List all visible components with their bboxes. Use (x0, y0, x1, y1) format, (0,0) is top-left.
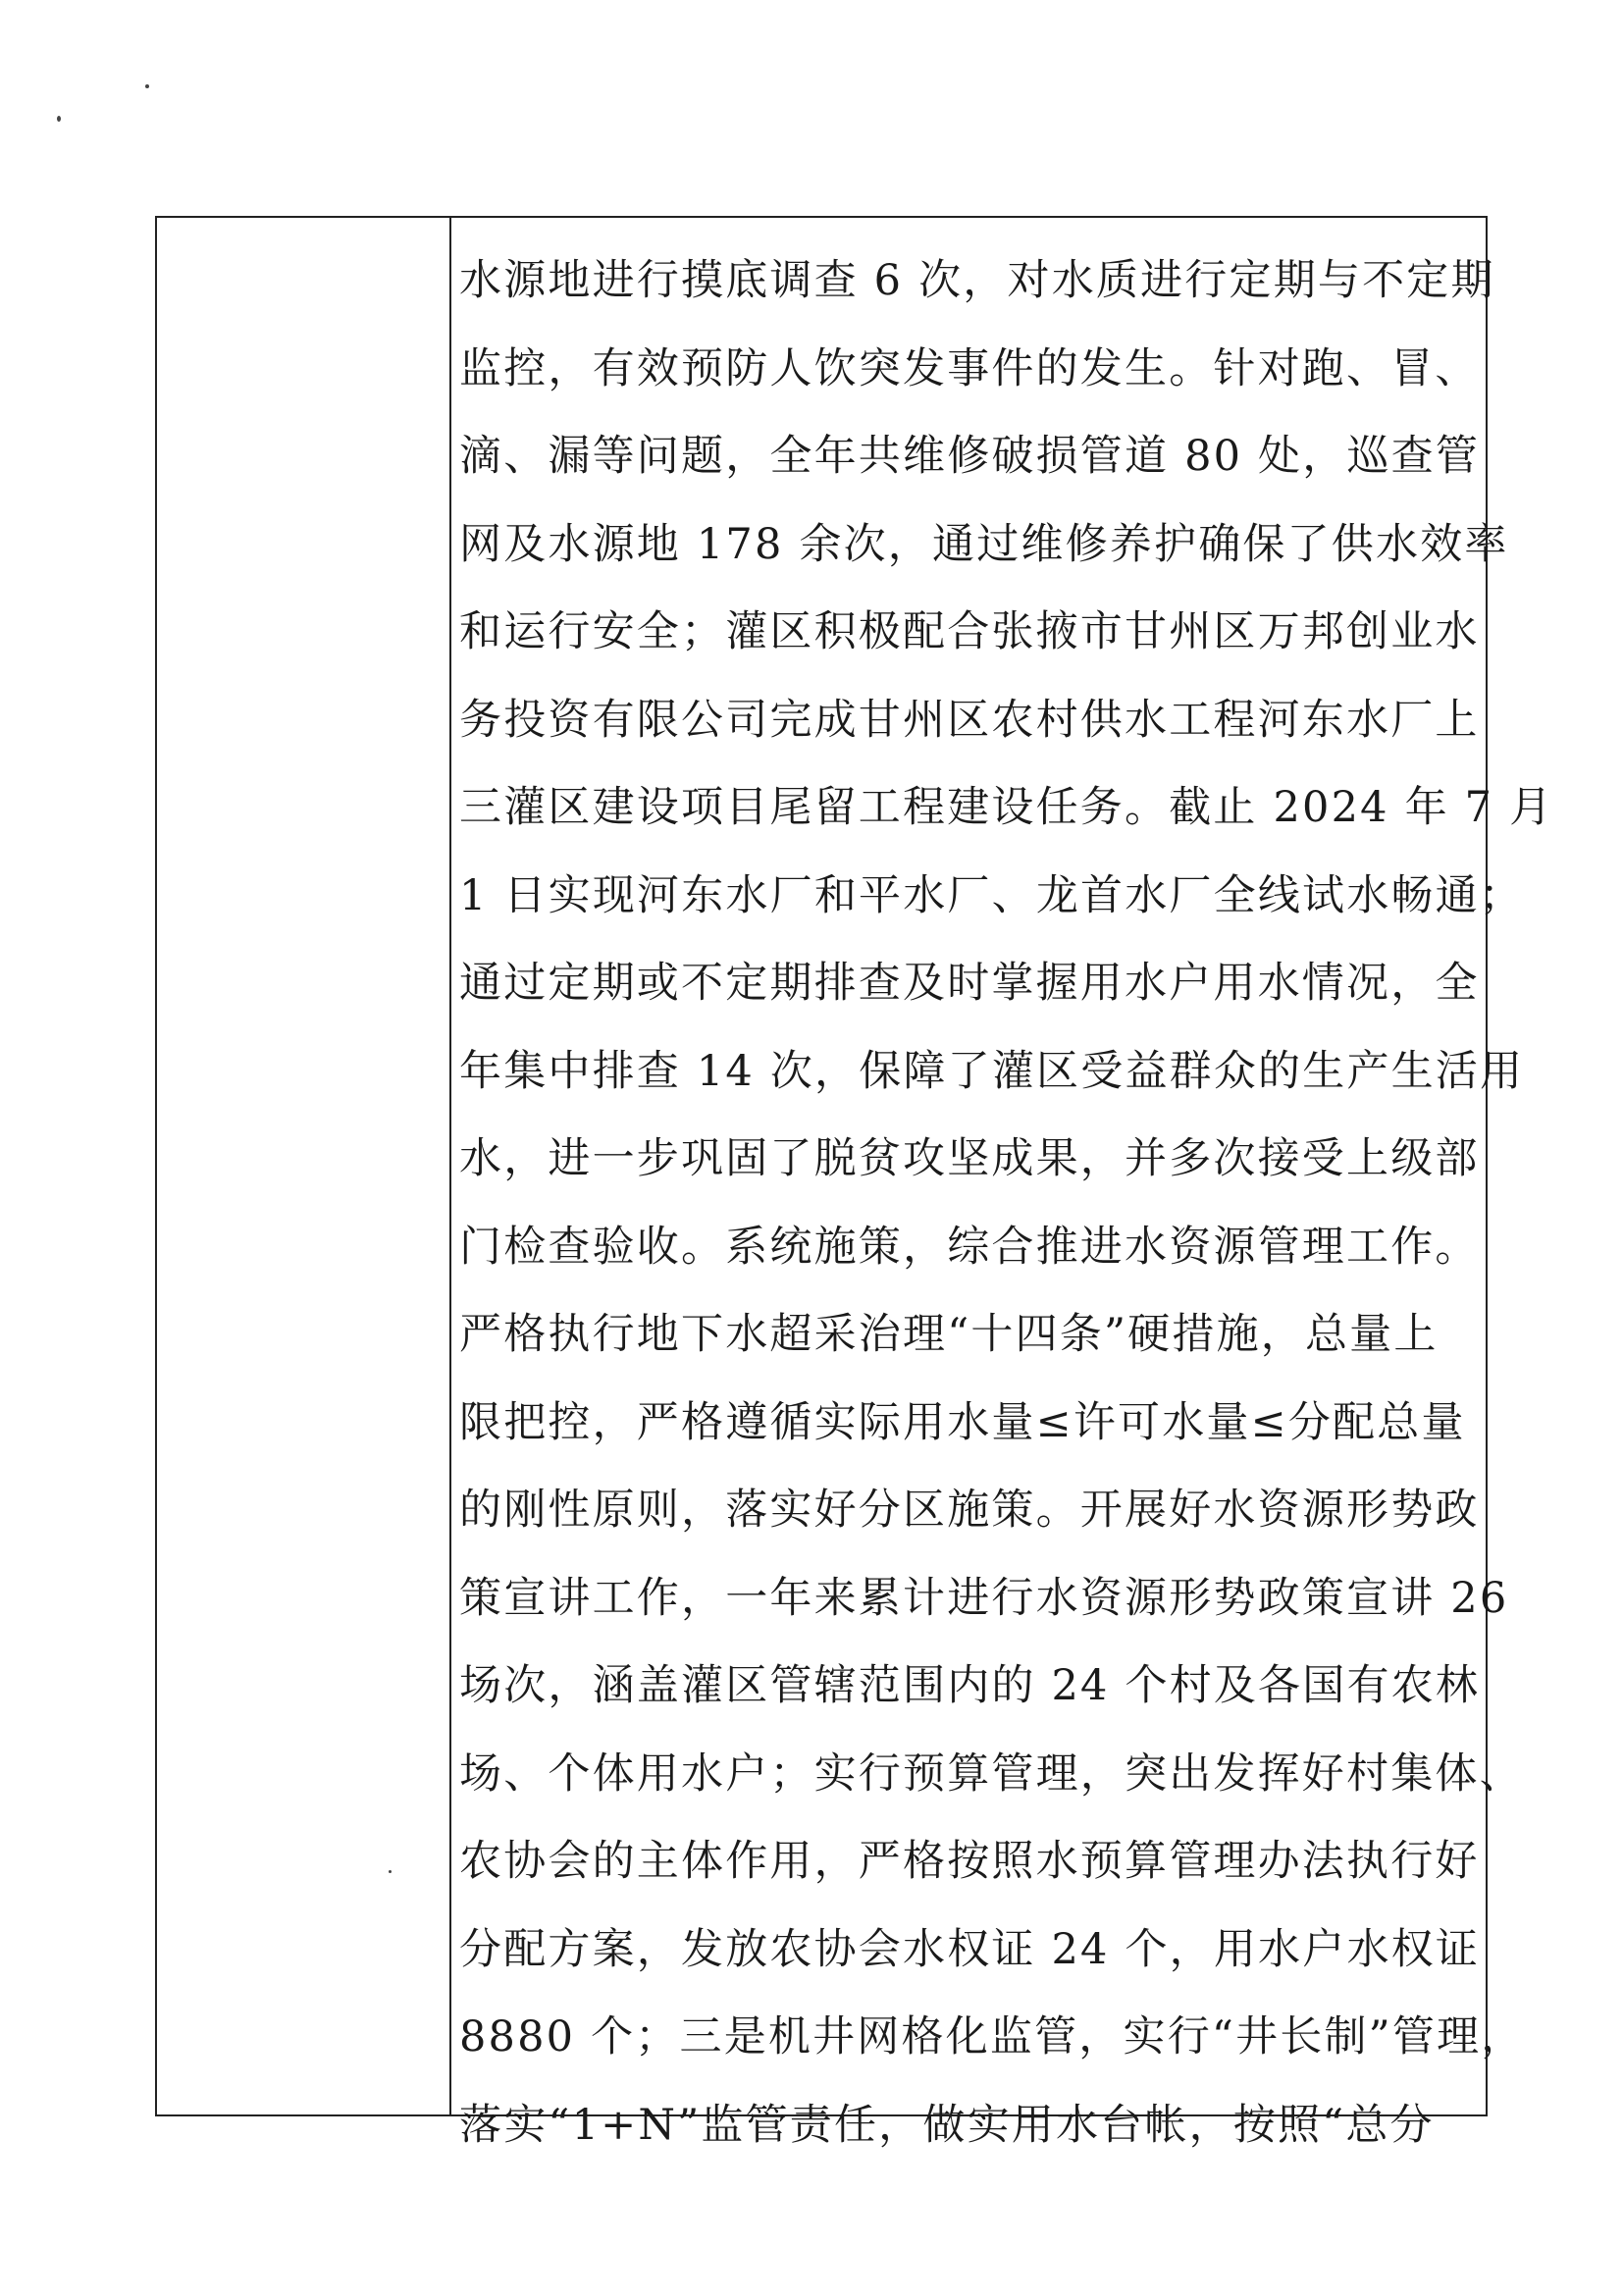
text-line: 年集中排查 14 次，保障了灌区受益群众的生产生活用 (459, 1046, 1525, 1096)
text-line: 落实“1+N”监管责任，做实用水台帐，按照“总分 (459, 2100, 1435, 2150)
text-line: 和运行安全；灌区积极配合张掖市甘州区万邦创业水 (459, 607, 1480, 656)
text-line: 门检查验收。系统施策，综合推进水资源管理工作。 (459, 1222, 1480, 1272)
text-line: 场次，涵盖灌区管辖范围内的 24 个村及各国有农林 (459, 1661, 1481, 1710)
table-content-cell (451, 218, 1554, 2150)
text-line: 水，进一步巩固了脱贫攻坚成果，并多次接受上级部 (459, 1134, 1480, 1183)
scan-speck (57, 116, 61, 122)
table (155, 216, 1554, 2150)
text-line: 严格执行地下水超采治理“十四条”硬措施，总量上 (459, 1310, 1439, 1359)
text-line: 1 日实现河东水厂和平水厂、龙首水厂全线试水畅通； (459, 870, 1525, 920)
text-line: 8880 个；三是机井网格化监管，实行“井长制”管理， (459, 2012, 1526, 2061)
text-line: 分配方案，发放农协会水权证 24 个，用水户水权证 (459, 1924, 1481, 1974)
text-line: 网及水源地 178 余次，通过维修养护确保了供水效率 (459, 519, 1509, 569)
table-left-cell (157, 218, 451, 2114)
text-line: 农协会的主体作用，严格按照水预算管理办法执行好 (459, 1837, 1480, 1886)
text-line: 通过定期或不定期排查及时掌握用水户用水情况，全 (459, 959, 1480, 1008)
text-line: 三灌区建设项目尾留工程建设任务。截止 2024 年 7 月 (459, 783, 1554, 832)
text-line: 策宣讲工作，一年来累计进行水资源形势政策宣讲 26 (459, 1573, 1509, 1623)
text-line: 务投资有限公司完成甘州区农村供水工程河东水厂上 (459, 695, 1480, 745)
text-line: 场、个体用水户；实行预算管理，突出发挥好村集体、 (459, 1748, 1524, 1799)
text-line: 限把控，严格遵循实际用水量≤许可水量≤分配总量 (459, 1397, 1466, 1447)
text-line: 水源地进行摸底调查 6 次，对水质进行定期与不定期 (459, 256, 1495, 305)
scan-speck (145, 84, 149, 88)
text-line: 的刚性原则，落实好分区施策。开展好水资源形势政 (459, 1486, 1480, 1535)
text-line: 滴、漏等问题，全年共维修破损管道 80 处，巡查管 (459, 432, 1481, 481)
text-line: 监控，有效预防人饮突发事件的发生。针对跑、冒、 (459, 343, 1480, 393)
